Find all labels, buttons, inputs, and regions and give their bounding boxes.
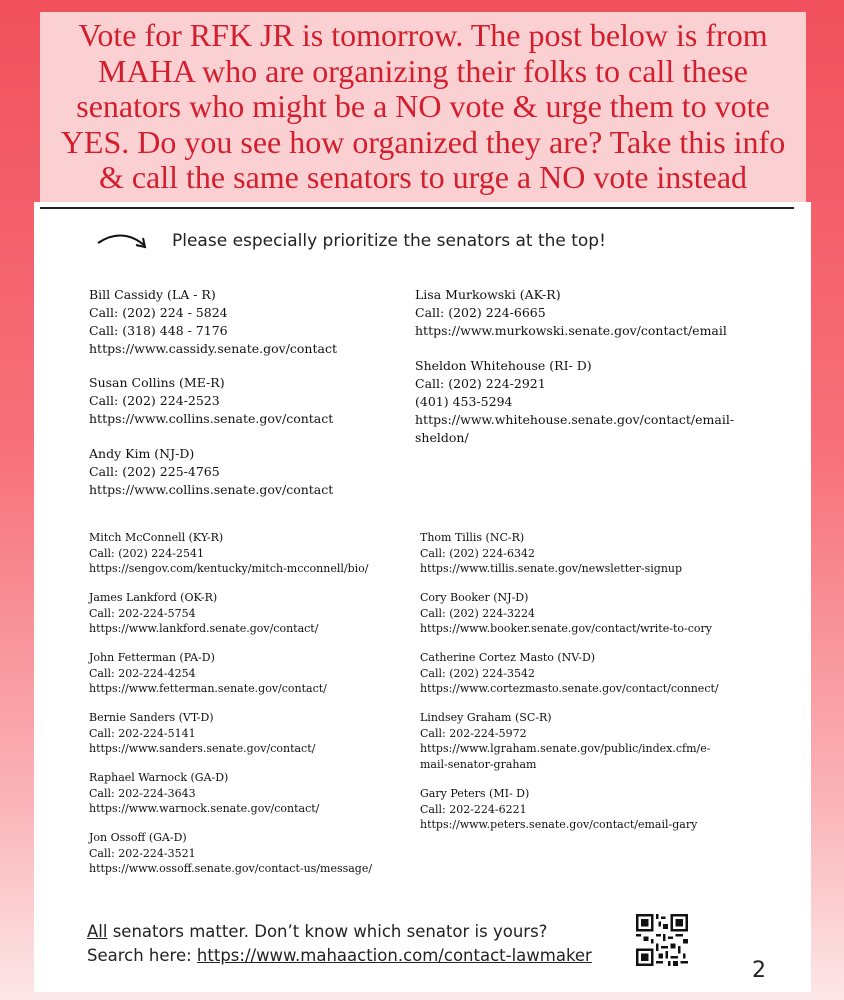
phone-number: Call: (202) 224-3542 (420, 666, 535, 680)
contact-url-cont: mail-senator-graham (420, 757, 537, 771)
senator-entry-sanders (89, 710, 315, 757)
senator-entry-collins (89, 374, 333, 428)
phone-number: Call: (202) 224-6665 (415, 305, 546, 320)
footer-line-1 (87, 920, 592, 944)
senator-entry-tillis (420, 530, 682, 577)
phone-number: Call: 202-224-3521 (89, 846, 196, 860)
contact-url: https://www.fetterman.senate.gov/contact/ (89, 682, 327, 695)
senator-flyer (34, 202, 811, 992)
senator-name: Andy Kim (NJ-D) (89, 446, 195, 461)
phone-number: Call: (202) 224-2921 (415, 376, 546, 391)
contact-url: https://www.ossoff.senate.gov/contact-us/message/ (89, 862, 373, 875)
senator-name: Mitch McConnell (KY-R) (89, 531, 224, 544)
phone-number: Call: 202-224-3643 (89, 786, 196, 800)
contact-url: https://www.lankford.senate.gov/contact/ (89, 622, 319, 635)
senator-name: Bernie Sanders (VT-D) (89, 711, 214, 724)
all-word: All (87, 922, 108, 941)
contact-url: https://www.collins.senate.gov/contact (89, 482, 334, 497)
phone-number: (401) 453-5294 (415, 394, 513, 409)
headline-banner (40, 12, 806, 202)
phone-number: Call: 202-224-6221 (420, 802, 527, 816)
phone-number: Call: (318) 448 - 7176 (89, 323, 228, 338)
senator-name: Raphael Warnock (GA-D) (89, 771, 229, 784)
contact-url: https://www.tillis.senate.gov/newsletter-signup (420, 562, 683, 575)
contact-url: https://www.booker.senate.gov/contact/write-to-cory (420, 622, 712, 635)
page-number: 2 (752, 958, 766, 983)
contact-url: https://www.cortezmasto.senate.gov/contact/connect/ (420, 682, 719, 695)
phone-number: Call: (202) 225-4765 (89, 464, 220, 479)
curved-arrow-icon (94, 229, 156, 257)
senator-entry-kim (89, 445, 333, 499)
contact-url: https://www.warnock.senate.gov/contact/ (89, 802, 320, 815)
contact-url: https://www.peters.senate.gov/contact/email-gary (420, 818, 698, 831)
senator-entry-lankford (89, 590, 318, 637)
senator-name: Catherine Cortez Masto (NV-D) (420, 651, 596, 664)
phone-number: Call: 202-224-5754 (89, 606, 196, 620)
senator-name: Cory Booker (NJ-D) (420, 591, 529, 604)
lawmaker-link[interactable]: https://www.mahaaction.com/contact-lawmaker (196, 946, 592, 965)
senator-entry-whitehouse (415, 357, 734, 447)
phone-number: Call: (202) 224-6342 (420, 546, 535, 560)
phone-number: Call: (202) 224-2523 (89, 393, 220, 408)
contact-url: https://www.sanders.senate.gov/contact/ (89, 742, 316, 755)
footer-note (87, 920, 592, 968)
contact-url: https://www.collins.senate.gov/contact (89, 411, 334, 426)
senator-entry-fetterman (89, 650, 327, 697)
senator-name: Bill Cassidy (LA - R) (89, 287, 216, 302)
footer-line-2 (87, 944, 592, 968)
contact-url: https://www.lgraham.senate.gov/public/index.cfm/e- (420, 742, 711, 755)
senator-entry-peters (420, 786, 697, 833)
phone-number: Call: (202) 224-3224 (420, 606, 535, 620)
headline-text: Vote for RFK JR is tomorrow. The post below is from MAHA who are organizing their folks to call these senators who might be a NO vote & urge them to vote YES. Do you see how organized they are? Take this info & call the same senators to urge a NO vote instead (60, 17, 786, 195)
footer-text: senators matter. Don’t know which senator is yours? (107, 922, 548, 941)
senator-entry-warnock (89, 770, 319, 817)
senator-entry-booker (420, 590, 712, 637)
senator-name: John Fetterman (PA-D) (89, 651, 215, 664)
senator-entry-cortez-masto (420, 650, 719, 697)
senator-name: Sheldon Whitehouse (RI- D) (415, 358, 592, 373)
senator-name: Jon Ossoff (GA-D) (89, 831, 187, 844)
contact-url: https://sengov.com/kentucky/mitch-mcconnell/bio/ (89, 562, 369, 575)
phone-number: Call: (202) 224-2541 (89, 546, 204, 560)
search-label: Search here: (87, 946, 197, 965)
contact-url: https://www.whitehouse.senate.gov/contact/email- (415, 412, 735, 427)
prioritize-note: Please especially prioritize the senators at the top! (172, 231, 606, 251)
senator-name: Thom Tillis (NC-R) (420, 531, 525, 544)
divider-line (40, 207, 794, 209)
senator-name: Gary Peters (MI- D) (420, 787, 530, 800)
senator-entry-graham (420, 710, 710, 772)
senator-name: Lindsey Graham (SC-R) (420, 711, 552, 724)
contact-url-cont: sheldon/ (415, 430, 469, 445)
senator-name: Susan Collins (ME-R) (89, 375, 225, 390)
phone-number: Call: 202-224-5972 (420, 726, 527, 740)
senator-entry-cassidy (89, 286, 337, 358)
phone-number: Call: 202-224-5141 (89, 726, 196, 740)
senator-entry-ossoff (89, 830, 372, 877)
qr-code-icon[interactable] (636, 914, 688, 966)
contact-url: https://www.cassidy.senate.gov/contact (89, 341, 337, 356)
phone-number: Call: (202) 224 - 5824 (89, 305, 228, 320)
senator-name: James Lankford (OK-R) (89, 591, 218, 604)
senator-entry-murkowski (415, 286, 727, 340)
contact-url: https://www.murkowski.senate.gov/contact/email (415, 323, 727, 338)
senator-name: Lisa Murkowski (AK-R) (415, 287, 561, 302)
senator-entry-mcconnell (89, 530, 369, 577)
phone-number: Call: 202-224-4254 (89, 666, 196, 680)
